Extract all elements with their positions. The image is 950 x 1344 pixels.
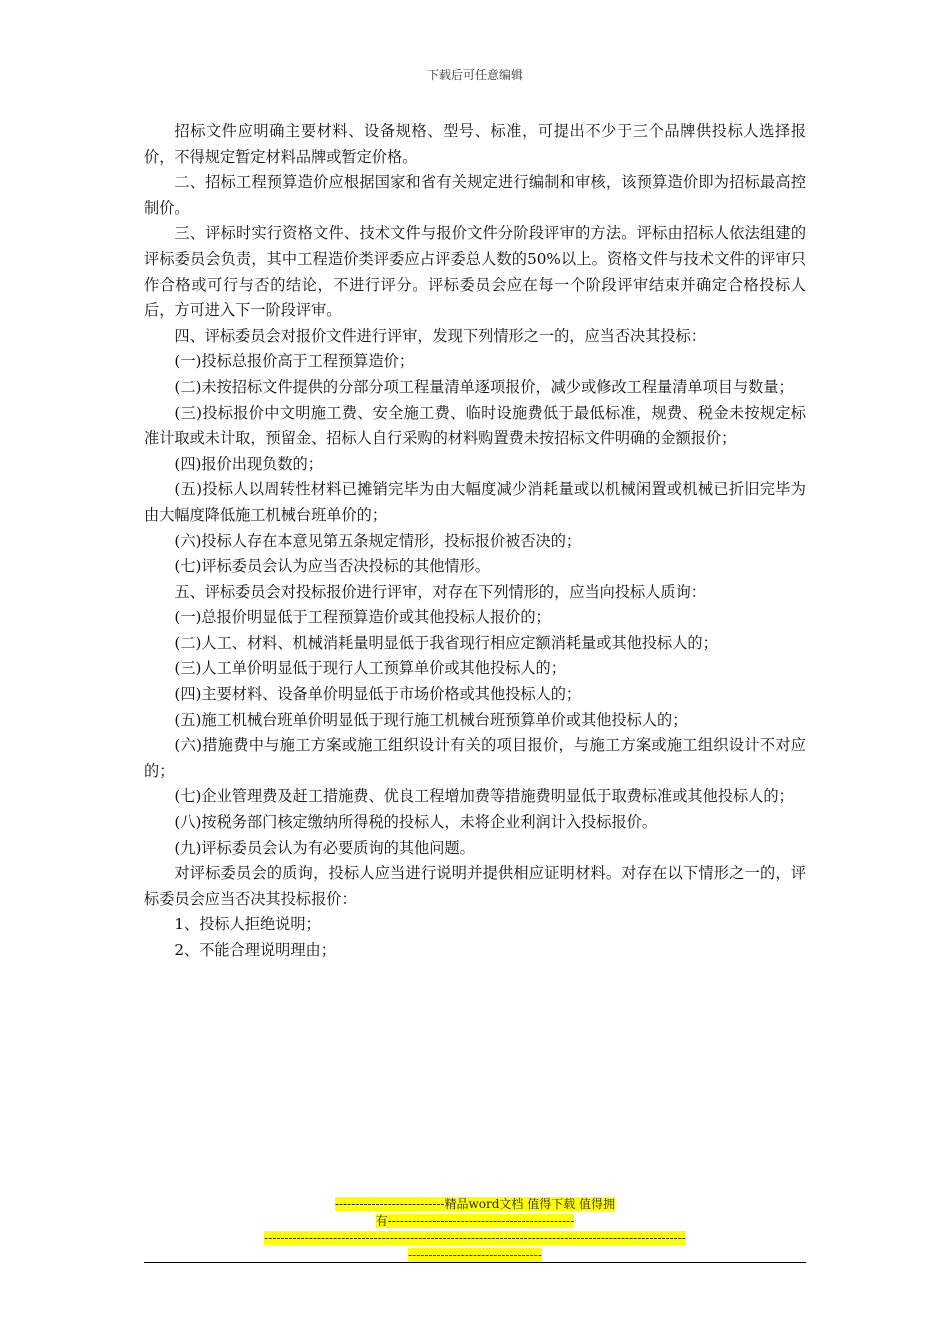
paragraph: (二)人工、材料、机械消耗量明显低于我省现行相应定额消耗量或其他投标人的； — [174, 633, 718, 652]
footer-highlight-text: ---------------------------精品word文档 值得下载 值得拥 — [334, 1197, 616, 1211]
paragraph: (一)总报价明显低于工程预算造价或其他投标人报价的； — [174, 608, 551, 627]
paragraph: (五)施工机械台班单价明显低于现行施工机械台班预算单价或其他投标人的； — [174, 710, 688, 729]
footer-line — [144, 1230, 806, 1247]
footer-highlight-text: --------------------------------- — [408, 1248, 542, 1262]
paragraph: 2、不能合理说明理由； — [174, 941, 336, 959]
footer-divider — [144, 1262, 806, 1263]
footer-line — [144, 1213, 806, 1230]
paragraph: 招标文件应明确主要材料、设备规格、型号、标准，可提出不少于三个品牌供投标人选择报价，不得规定暂定材料品牌或暂定价格。 — [144, 122, 806, 166]
paragraph: (四)报价出现负数的； — [174, 454, 323, 473]
paragraph: (六)措施费中与施工方案或施工组织设计有关的项目报价，与施工方案或施工组织设计不对应的； — [144, 736, 806, 780]
document-body — [144, 119, 806, 964]
paragraph: (三)人工单价明显低于现行人工预算单价或其他投标人的； — [174, 659, 566, 678]
paragraph: (二)未按招标文件提供的分部分项工程量清单逐项报价，减少或修改工程量清单项目与数量； — [174, 377, 794, 396]
paragraph: 四、评标委员会对报价文件进行评审，发现下列情形之一的，应当否决其投标： — [174, 326, 706, 345]
paragraph: (一)投标总报价高于工程预算造价； — [174, 352, 415, 371]
footer-highlight-text: -------------------------------------------------------------------------------------------------------- — [264, 1231, 686, 1245]
paragraph: 三、评标时实行资格文件、技术文件与报价文件分阶段评审的方法。评标由招标人依法组建的评标委员会负责，其中工程造价类评委应占评委总人数的50%以上。资格文件与技术文件的评审只作合格或可行与否的结论，不进行评分。评标委员会应在每一个阶段评审结束并确定合格投标人后，方可进入下一阶段评审。 — [144, 224, 806, 320]
paragraph: 二、招标工程预算造价应根据国家和省有关规定进行编制和审核，该预算造价即为招标最高控制价。 — [144, 173, 806, 217]
paragraph: (七)评标委员会认为应当否决投标的其他情形。 — [174, 557, 490, 576]
paragraph: (四)主要材料、设备单价明显低于市场价格或其他投标人的； — [174, 685, 582, 704]
paragraph: (五)投标人以周转性材料已摊销完毕为由大幅度减少消耗量或以机械闲置或机械已折旧完毕为由大幅度降低施工机械台班单价的； — [144, 480, 806, 524]
paragraph: (八)按税务部门核定缴纳所得税的投标人，未将企业利润计入投标报价。 — [174, 813, 658, 832]
paragraph: 1、投标人拒绝说明； — [174, 915, 321, 934]
paragraph: (三)投标报价中文明施工费、安全施工费、临时设施费低于最低标准，规费、税金未按规定标准计取或未计取，预留金、招标人自行采购的材料购置费未按招标文件明确的金额报价； — [144, 403, 806, 448]
footer-highlight-text: 有---------------------------------------------- — [375, 1214, 575, 1228]
page-header: 下载后可任意编辑 — [426, 68, 523, 82]
page-footer — [144, 1196, 806, 1264]
paragraph: (七)企业管理费及赶工措施费、优良工程增加费等措施费明显低于取费标准或其他投标人的； — [174, 787, 794, 806]
footer-line — [144, 1196, 806, 1213]
paragraph: (九)评标委员会认为有必要质询的其他问题。 — [174, 838, 475, 857]
paragraph: 对评标委员会的质询，投标人应当进行说明并提供相应证明材料。对存在以下情形之一的，评标委员会应当否决其投标报价： — [144, 864, 806, 908]
paragraph: 五、评标委员会对投标报价进行评审，对存在下列情形的，应当向投标人质询： — [174, 582, 706, 601]
paragraph: (六)投标人存在本意见第五条规定情形，投标报价被否决的； — [174, 531, 582, 550]
